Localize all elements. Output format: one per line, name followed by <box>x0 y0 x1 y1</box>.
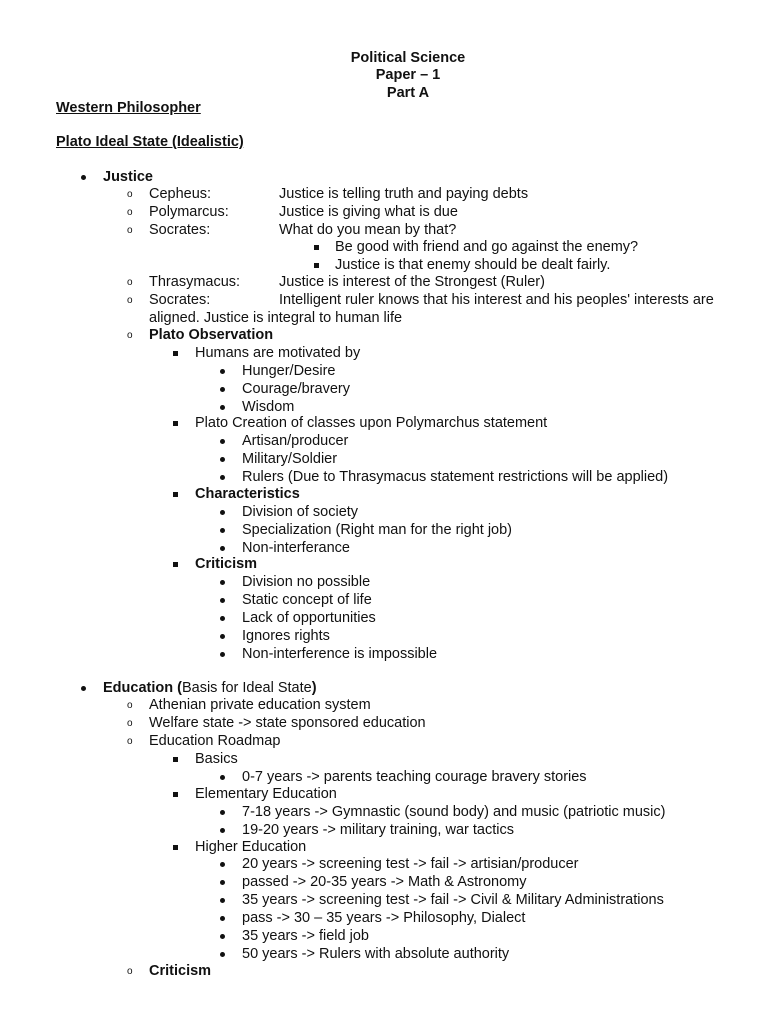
doc-title: Political Science <box>350 50 466 66</box>
list-item: Rulers (Due to Thrasymacus statement restrictions will be applied) <box>242 469 669 485</box>
list-item: Education Roadmap <box>149 733 281 749</box>
section-education-close: ) <box>311 680 317 696</box>
list-item: Courage/bravery <box>242 381 350 397</box>
bullet-icon <box>220 580 225 585</box>
circle-bullet-icon: o <box>127 225 133 236</box>
list-item: Be good with friend and go against the enemy? <box>335 239 639 255</box>
bullet-icon <box>220 475 225 480</box>
speaker-name: Socrates: <box>149 222 211 238</box>
list-item: Elementary Education <box>195 786 337 802</box>
heading-plato-ideal-state: Plato Ideal State (Idealistic) <box>56 134 244 150</box>
circle-bullet-icon: o <box>127 718 133 729</box>
circle-bullet-icon: o <box>127 189 133 200</box>
subheading-education-criticism: Criticism <box>149 963 212 979</box>
square-bullet-icon <box>173 845 178 850</box>
speaker-name: Cepheus: <box>149 186 212 202</box>
list-item: Welfare state -> state sponsored education <box>149 715 426 731</box>
bullet-icon <box>220 457 225 462</box>
bullet-icon <box>220 862 225 867</box>
bullet-icon <box>220 934 225 939</box>
list-item: Athenian private education system <box>149 697 371 713</box>
list-item: 50 years -> Rulers with absolute authority <box>242 946 510 962</box>
bullet-icon <box>81 175 86 180</box>
list-item: Division no possible <box>242 574 371 590</box>
list-item: pass -> 30 – 35 years -> Philosophy, Dialect <box>242 910 526 926</box>
bullet-icon <box>220 828 225 833</box>
list-item: Non-interference is impossible <box>242 646 438 662</box>
list-item: Hunger/Desire <box>242 363 336 379</box>
bullet-icon <box>220 916 225 921</box>
square-bullet-icon <box>173 351 178 356</box>
square-bullet-icon <box>314 263 319 268</box>
subheading-plato-observation: Plato Observation <box>149 327 274 343</box>
list-item: 0-7 years -> parents teaching courage bravery stories <box>242 769 587 785</box>
bullet-icon <box>220 546 225 551</box>
bullet-icon <box>220 598 225 603</box>
square-bullet-icon <box>173 792 178 797</box>
speaker-text-cont: aligned. Justice is integral to human life <box>149 310 403 326</box>
speaker-text: What do you mean by that? <box>279 222 457 238</box>
list-item: Artisan/producer <box>242 433 349 449</box>
list-item: Static concept of life <box>242 592 372 608</box>
bullet-icon <box>220 810 225 815</box>
bullet-icon <box>220 634 225 639</box>
speaker-text: Justice is interest of the Strongest (Ruler) <box>279 274 545 290</box>
section-education-subtitle: Basis for Ideal State <box>181 680 312 696</box>
section-education-title: Education ( <box>103 680 182 696</box>
bullet-icon <box>220 880 225 885</box>
list-item: passed -> 20-35 years -> Math & Astronomy <box>242 874 527 890</box>
subheading-characteristics: Characteristics <box>195 486 300 502</box>
bullet-icon <box>220 898 225 903</box>
square-bullet-icon <box>314 245 319 250</box>
list-item: 35 years -> screening test -> fail -> Civil & Military Administrations <box>242 892 664 908</box>
bullet-icon <box>220 510 225 515</box>
circle-bullet-icon: o <box>127 700 133 711</box>
bullet-icon <box>220 439 225 444</box>
bullet-icon <box>220 387 225 392</box>
circle-bullet-icon: o <box>127 277 133 288</box>
doc-paper: Paper – 1 <box>375 67 441 83</box>
list-item: Non-interferance <box>242 540 350 556</box>
list-item: 20 years -> screening test -> fail -> artisian/producer <box>242 856 579 872</box>
bullet-icon <box>220 775 225 780</box>
list-item: 19-20 years -> military training, war tactics <box>242 822 514 838</box>
list-item: 35 years -> field job <box>242 928 369 944</box>
list-item: Higher Education <box>195 839 307 855</box>
speaker-text: Justice is telling truth and paying debts <box>279 186 529 202</box>
speaker-text: Justice is giving what is due <box>279 204 458 220</box>
speaker-name: Thrasymacus: <box>149 274 241 290</box>
list-item: Plato Creation of classes upon Polymarchus statement <box>195 415 548 431</box>
bullet-icon <box>220 369 225 374</box>
section-justice: Justice <box>103 169 153 185</box>
circle-bullet-icon: o <box>127 736 133 747</box>
heading-western-philosopher: Western Philosopher <box>56 100 201 116</box>
list-item: Lack of opportunities <box>242 610 376 626</box>
square-bullet-icon <box>173 492 178 497</box>
speaker-name: Socrates: <box>149 292 211 308</box>
subheading-criticism: Criticism <box>195 556 258 572</box>
bullet-icon <box>220 405 225 410</box>
list-item: Basics <box>195 751 238 767</box>
bullet-icon <box>220 952 225 957</box>
square-bullet-icon <box>173 562 178 567</box>
list-item: Humans are motivated by <box>195 345 361 361</box>
circle-bullet-icon: o <box>127 207 133 218</box>
doc-part: Part A <box>386 85 430 101</box>
list-item: Ignores rights <box>242 628 330 644</box>
list-item: Division of society <box>242 504 359 520</box>
square-bullet-icon <box>173 757 178 762</box>
circle-bullet-icon: o <box>127 295 133 306</box>
square-bullet-icon <box>173 421 178 426</box>
section-education <box>103 679 317 697</box>
list-item: Specialization (Right man for the right job) <box>242 522 512 538</box>
list-item: Justice is that enemy should be dealt fairly. <box>335 257 611 273</box>
bullet-icon <box>220 652 225 657</box>
bullet-icon <box>220 528 225 533</box>
bullet-icon <box>81 686 86 691</box>
circle-bullet-icon: o <box>127 966 133 977</box>
list-item: 7-18 years -> Gymnastic (sound body) and music (patriotic music) <box>242 804 666 820</box>
list-item: Wisdom <box>242 399 295 415</box>
circle-bullet-icon: o <box>127 330 133 341</box>
speaker-name: Polymarcus: <box>149 204 229 220</box>
list-item: Military/Soldier <box>242 451 338 467</box>
bullet-icon <box>220 616 225 621</box>
speaker-text: Intelligent ruler knows that his interest and his peoples' interests are <box>279 292 714 308</box>
